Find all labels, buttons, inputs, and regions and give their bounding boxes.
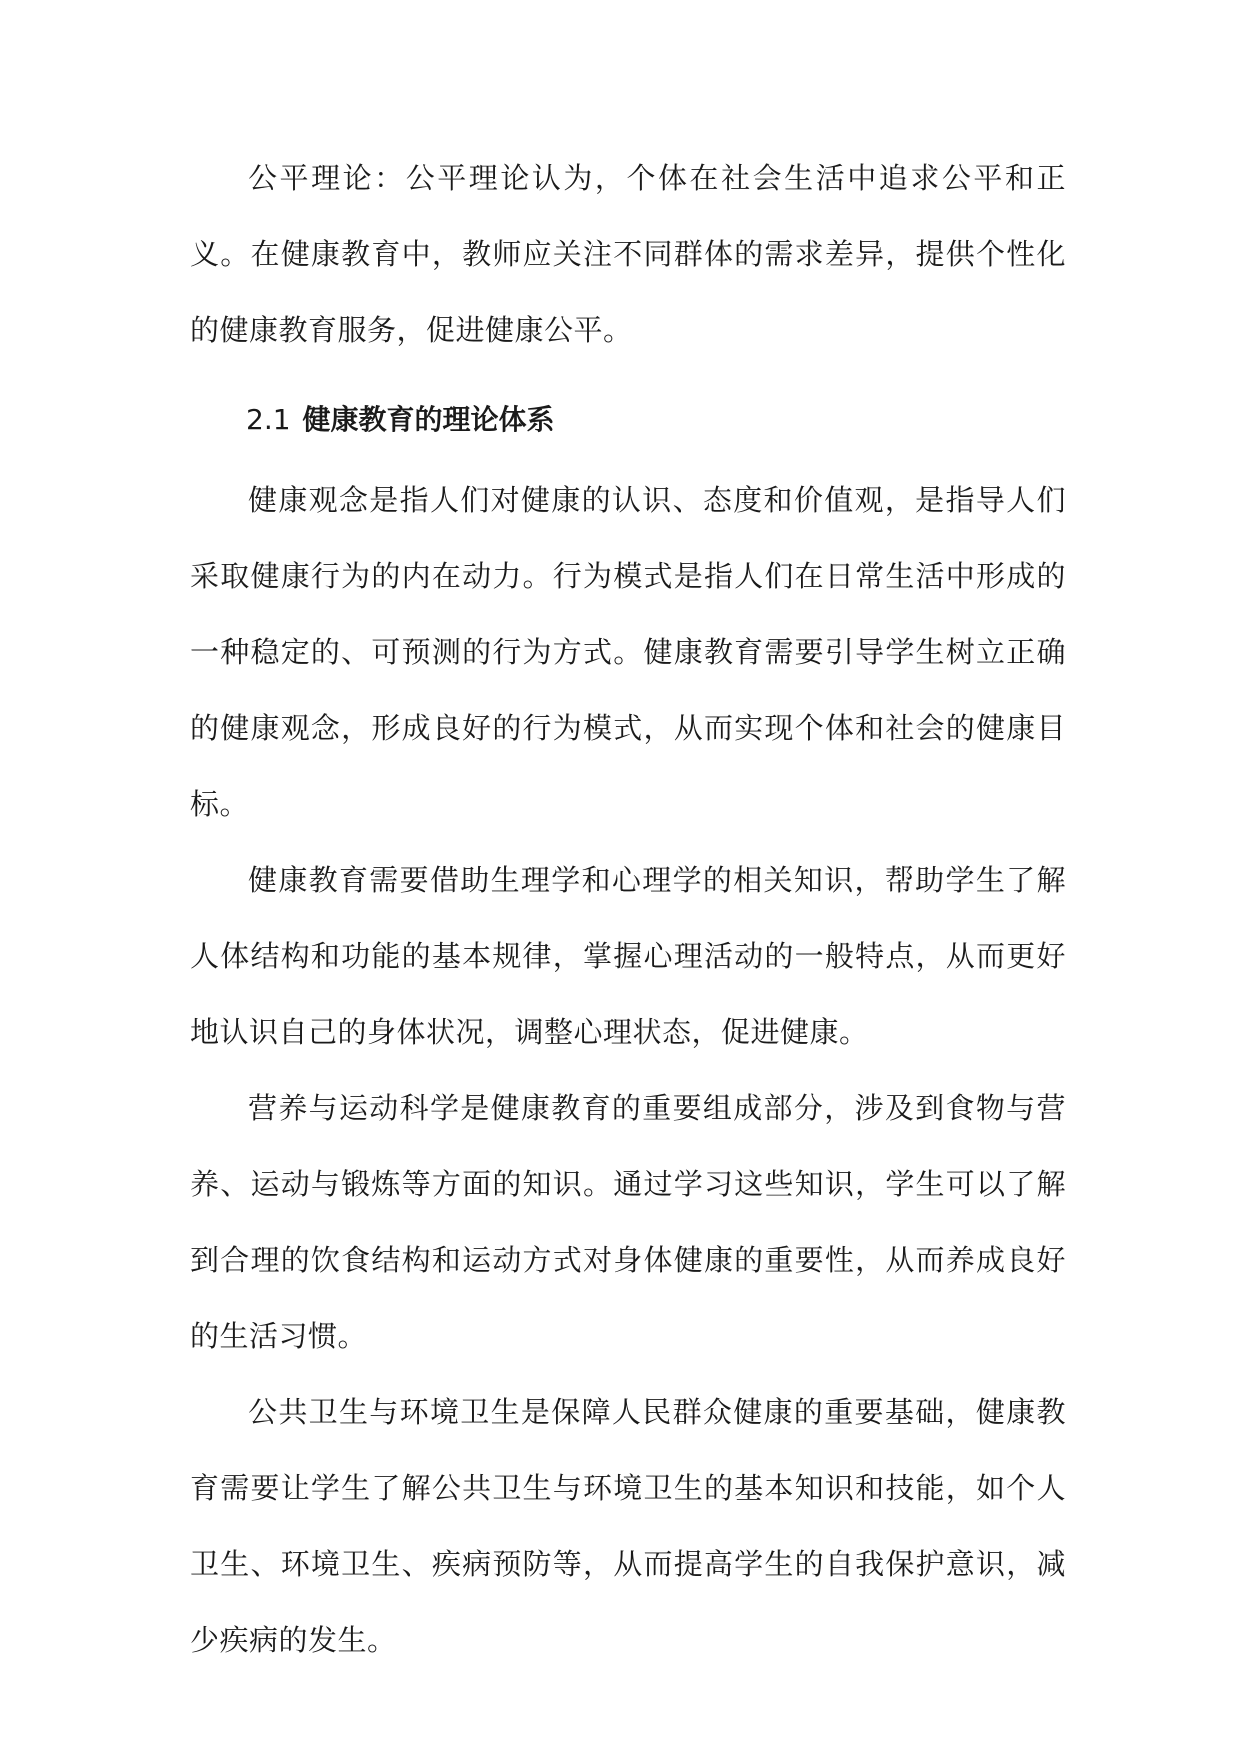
paragraph-health-concepts: 健康观念是指人们对健康的认识、态度和价值观，是指导人们采取健康行为的内在动力。行为模式是指人们在日常生活中形成的一种稳定的、可预测的行为方式。健康教育需要引导学生树立正确的健康观念，形成良好的行为模式，从而实现个体和社会的健康目标。 xyxy=(190,483,1066,821)
document-body xyxy=(190,140,1066,1678)
paragraph-physiology-psychology: 健康教育需要借助生理学和心理学的相关知识，帮助学生了解人体结构和功能的基本规律，掌握心理活动的一般特点，从而更好地认识自己的身体状况，调整心理状态，促进健康。 xyxy=(190,863,1066,1049)
paragraph-public-health: 公共卫生与环境卫生是保障人民群众健康的重要基础，健康教育需要让学生了解公共卫生与环境卫生的基本知识和技能，如个人卫生、环境卫生、疾病预防等，从而提高学生的自我保护意识，减少疾病的发生。 xyxy=(190,1395,1066,1657)
paragraph-equity-theory: 公平理论：公平理论认为，个体在社会生活中追求公平和正义。在健康教育中，教师应关注不同群体的需求差异，提供个性化的健康教育服务，促进健康公平。 xyxy=(190,161,1066,347)
section-heading xyxy=(190,382,1066,458)
paragraph-nutrition-exercise: 营养与运动科学是健康教育的重要组成部分，涉及到食物与营养、运动与锻炼等方面的知识。通过学习这些知识，学生可以了解到合理的饮食结构和运动方式对身体健康的重要性，从而养成良好的生活习惯。 xyxy=(190,1091,1066,1353)
section-number: 2.1 xyxy=(246,403,291,436)
section-title: 健康教育的理论体系 xyxy=(302,403,555,436)
